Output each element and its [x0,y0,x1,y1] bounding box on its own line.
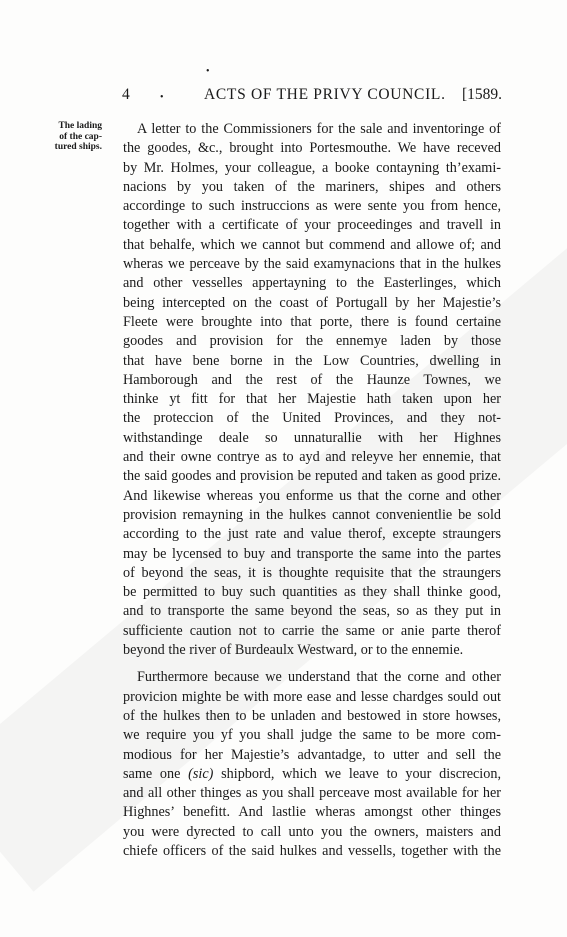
body-text [123,120,501,861]
text-line: beyond the river of Burdeaulx Westward, or to the ennemie. [123,642,464,659]
sic-line-before: same one [123,765,189,782]
text-line: we require you yf you shall judge the same to be more com- [123,727,501,744]
text-line: Fleete were broughte into that porte, there is found certaine [123,313,501,330]
text-line: Hamborough and the rest of the Haunze Townes, we [123,371,501,388]
text-line: the said goodes and provision be reputed and taken as good prize. [123,468,501,485]
text-line: And likewise whereas you enforme us that the corne and other [123,487,501,504]
text-line: sufficiente caution not to carrie the same or anie parte therof [123,622,501,639]
text-line: according to the just rate and value therof, excepte straungers [123,526,501,543]
text-line: of beyond the seas, it is thoughte requisite that the straungers [123,564,501,581]
text-line: and to transporte the same beyond the seas, so as they put in [123,603,501,620]
text-line: the goodes, &c., brought into Portesmouthe. We have receved [123,140,501,157]
text-line: withstandinge deale so unnaturallie with her Highnes [123,429,501,446]
paragraph-gap [123,660,501,668]
text-line-with-sic [123,765,501,784]
sic-line-after: shipbord, which we leave to your discrecion, [213,765,501,782]
text-line: Furthermore because we understand that the corne and other [137,669,501,686]
head-dot: • [160,92,164,103]
text-line: Highnes’ benefitt. And lastlie wheras amongst other thinges [123,804,501,821]
running-year: [1589. [461,86,502,103]
text-line: by Mr. Holmes, your colleague, a booke contayning th’exami- [123,159,501,176]
text-line: nacions by you taken of the mariners, shipes and others [123,178,501,195]
text-line: accordinge to such instruccions as were sente you from hence, [123,198,501,215]
text-line: may be lycensed to buy and transporte the same into the partes [123,545,501,562]
text-line: chiefe officers of the said hulkes and vessells, together with the [123,842,501,859]
text-line: provicion mighte be with more ease and lesse chardges sould out [123,688,501,705]
text-line: and all other thinges as you shall perceave most available for her [123,785,501,802]
text-line: that have bene borne in the Low Countries, dwelling in [123,352,501,369]
text-line: of the hulkes then to be unladen and bestowed in store howses, [123,707,501,724]
sic-marker: (sic) [188,765,214,782]
text-line: and other vesselles appertayning to the Easterlinges, which [123,275,501,292]
text-line: you were dyrected to call unto you the owners, maisters and [123,823,501,840]
running-title: ACTS OF THE PRIVY COUNCIL. [204,86,446,103]
page-number: 4 [122,86,130,103]
text-line: goodes and provision for the ennemye laden by those [123,333,501,350]
text-line: be permitted to buy such quantities as they shall thinke good, [123,584,501,601]
text-line: wheras we perceave by the said examynacions that in the hulkes [123,256,501,273]
text-line: the proteccion of the United Provinces, and they not- [123,410,501,427]
margin-note: The lading of the cap- tured ships. [54,121,102,152]
text-line: thinke yt fitt for that her Majestie hath taken upon her [123,391,501,408]
text-line: A letter to the Commissioners for the sale and inventoringe of [137,121,501,137]
text-line: being intercepted on the coast of Portugall by her Majestie’s [123,294,501,311]
running-head [122,86,502,108]
text-line: modious for her Majestie’s advantadge, to utter and sell the [123,746,501,763]
text-line: and their owne contrye as to ayd and releyve her ennemie, that [123,449,501,466]
text-line: that behalfe, which we cannot but commend and allowe of; and [123,236,501,253]
text-line: together with a certificate of your proceedinges and travell in [123,217,501,234]
top-mark: • [206,66,210,77]
text-line: provision remayning in the hulkes cannot convenientlie be sold [123,506,501,523]
